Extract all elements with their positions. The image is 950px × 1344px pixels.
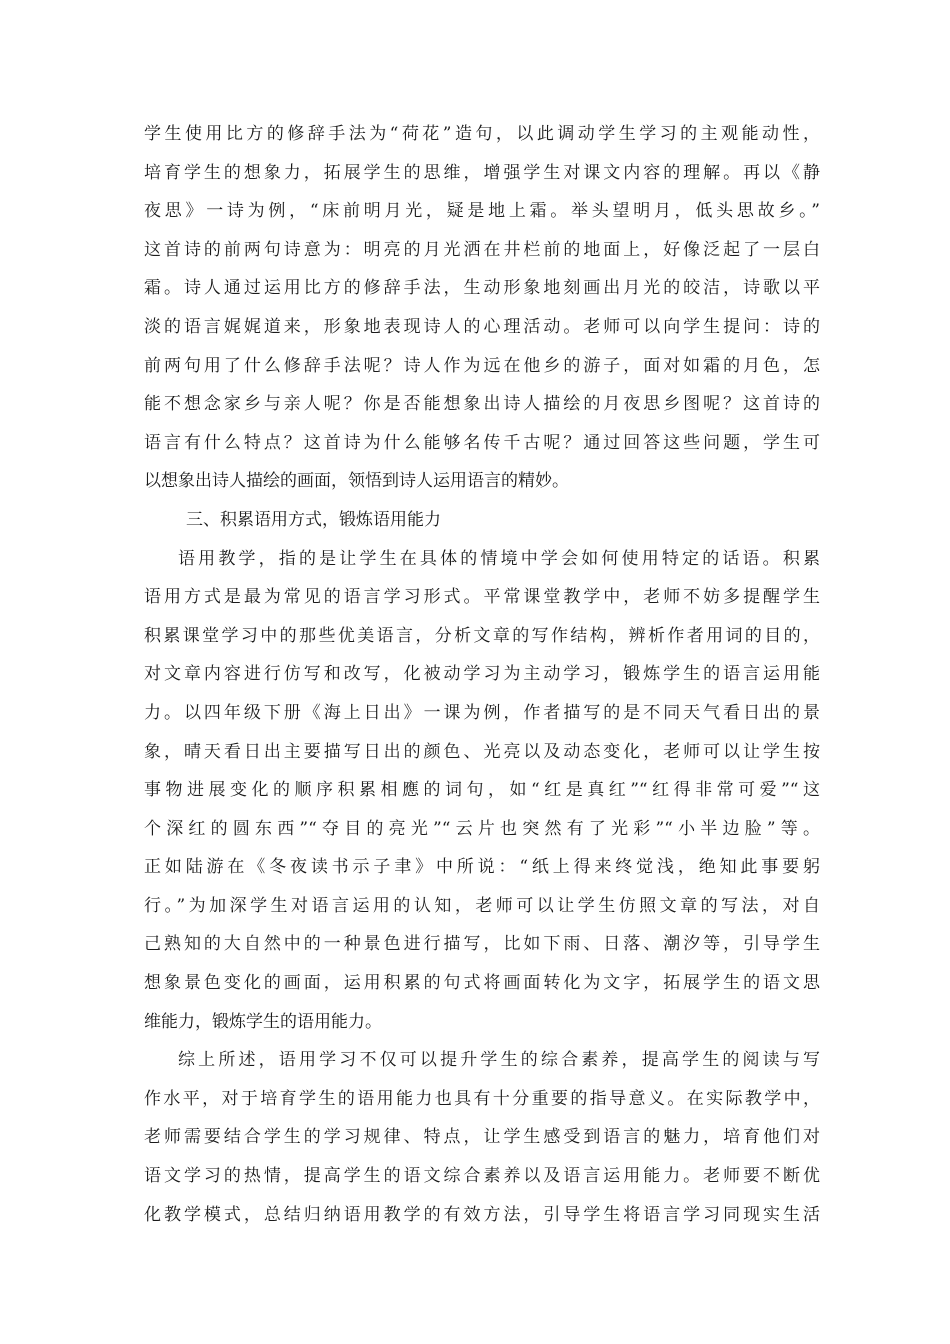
text-line-27: 老师需要结合学生的学习规律、特点，让学生感受到语言的魅力，培育他们对 <box>144 1127 820 1148</box>
text-line-29: 化教学模式，总结归纳语用教学的有效方法，引导学生将语言学习同现实生活 <box>144 1204 820 1225</box>
text-line-15: 对文章内容进行仿写和改写，化被动学习为主动学习，锻炼学生的语言运用能 <box>144 664 820 685</box>
text-line-1: 学生使用比方的修辞手法为“荷花”造句，以此调动学生学习的主观能动性， <box>144 124 820 144</box>
text-line-20: 正如陆游在《冬夜读书示子聿》中所说：“纸上得来终觉浅，绝知此事要躬 <box>144 857 820 878</box>
text-line-5: 霜。诗人通过运用比方的修辞手法，生动形象地刻画出月光的皎洁，诗歌以平 <box>144 278 820 299</box>
document-page <box>144 126 820 1245</box>
text-line-23: 想象景色变化的画面，运用积累的句式将画面转化为文字，拓展学生的语文思 <box>144 973 820 994</box>
text-line-8: 能不想念家乡与亲人呢？你是否能想象出诗人描绘的月夜思乡图呢？这首诗的 <box>144 394 820 415</box>
text-line-13: 语用方式是最为常见的语言学习形式。平常课堂教学中，老师不妨多提醒学生 <box>144 587 820 608</box>
text-line-4: 这首诗的前两句诗意为：明亮的月光洒在井栏前的地面上，好像泛起了一层白 <box>144 239 820 260</box>
text-line-10: 以想象出诗人描绘的画面，领悟到诗人运用语言的精妙。 <box>144 471 569 492</box>
text-line-14: 积累课堂学习中的那些优美语言，分析文章的写作结构，辨析作者用词的目的， <box>144 625 820 646</box>
text-line-3: 夜思》一诗为例，“床前明月光，疑是地上霜。举头望明月，低头思故乡。” <box>144 201 820 222</box>
text-line-17: 象，晴天看日出主要描写日出的颜色、光亮以及动态变化，老师可以让学生按 <box>144 741 820 762</box>
section-heading: 三、积累语用方式，锻炼语用能力 <box>186 509 441 530</box>
text-line-18: 事物进展变化的顺序积累相應的词句，如“红是真红”“红得非常可爱”“这 <box>144 780 820 801</box>
text-line-6: 淡的语言娓娓道来，形象地表现诗人的心理活动。老师可以向学生提问：诗的 <box>144 316 820 337</box>
text-line-25: 综上所述，语用学习不仅可以提升学生的综合素养，提高学生的阅读与写 <box>178 1050 820 1071</box>
text-line-12: 语用教学，指的是让学生在具体的情境中学会如何使用特定的话语。积累 <box>178 548 820 569</box>
text-line-24: 维能力，锻炼学生的语用能力。 <box>144 1011 382 1032</box>
text-line-2: 培育学生的想象力，拓展学生的思维，增强学生对课文内容的理解。再以《静 <box>144 162 820 183</box>
text-line-22: 己熟知的大自然中的一种景色进行描写，比如下雨、日落、潮汐等，引导学生 <box>144 934 820 955</box>
text-line-21: 行。”为加深学生对语言运用的认知，老师可以让学生仿照文章的写法，对自 <box>144 895 820 916</box>
text-line-16: 力。以四年级下册《海上日出》一课为例，作者描写的是不同天气看日出的景 <box>144 702 820 723</box>
text-line-28: 语文学习的热情，提高学生的语文综合素养以及语言运用能力。老师要不断优 <box>144 1166 820 1187</box>
text-line-7: 前两句用了什么修辞手法呢？诗人作为远在他乡的游子，面对如霜的月色，怎 <box>144 355 820 376</box>
text-line-19: 个深红的圆东西”“夺目的亮光”“云片也突然有了光彩”“小半边脸”等。 <box>144 818 820 839</box>
text-line-26: 作水平，对于培育学生的语用能力也具有十分重要的指导意义。在实际教学中， <box>144 1088 820 1109</box>
text-line-9: 语言有什么特点？这首诗为什么能够名传千古呢？通过回答这些问题，学生可 <box>144 432 820 453</box>
